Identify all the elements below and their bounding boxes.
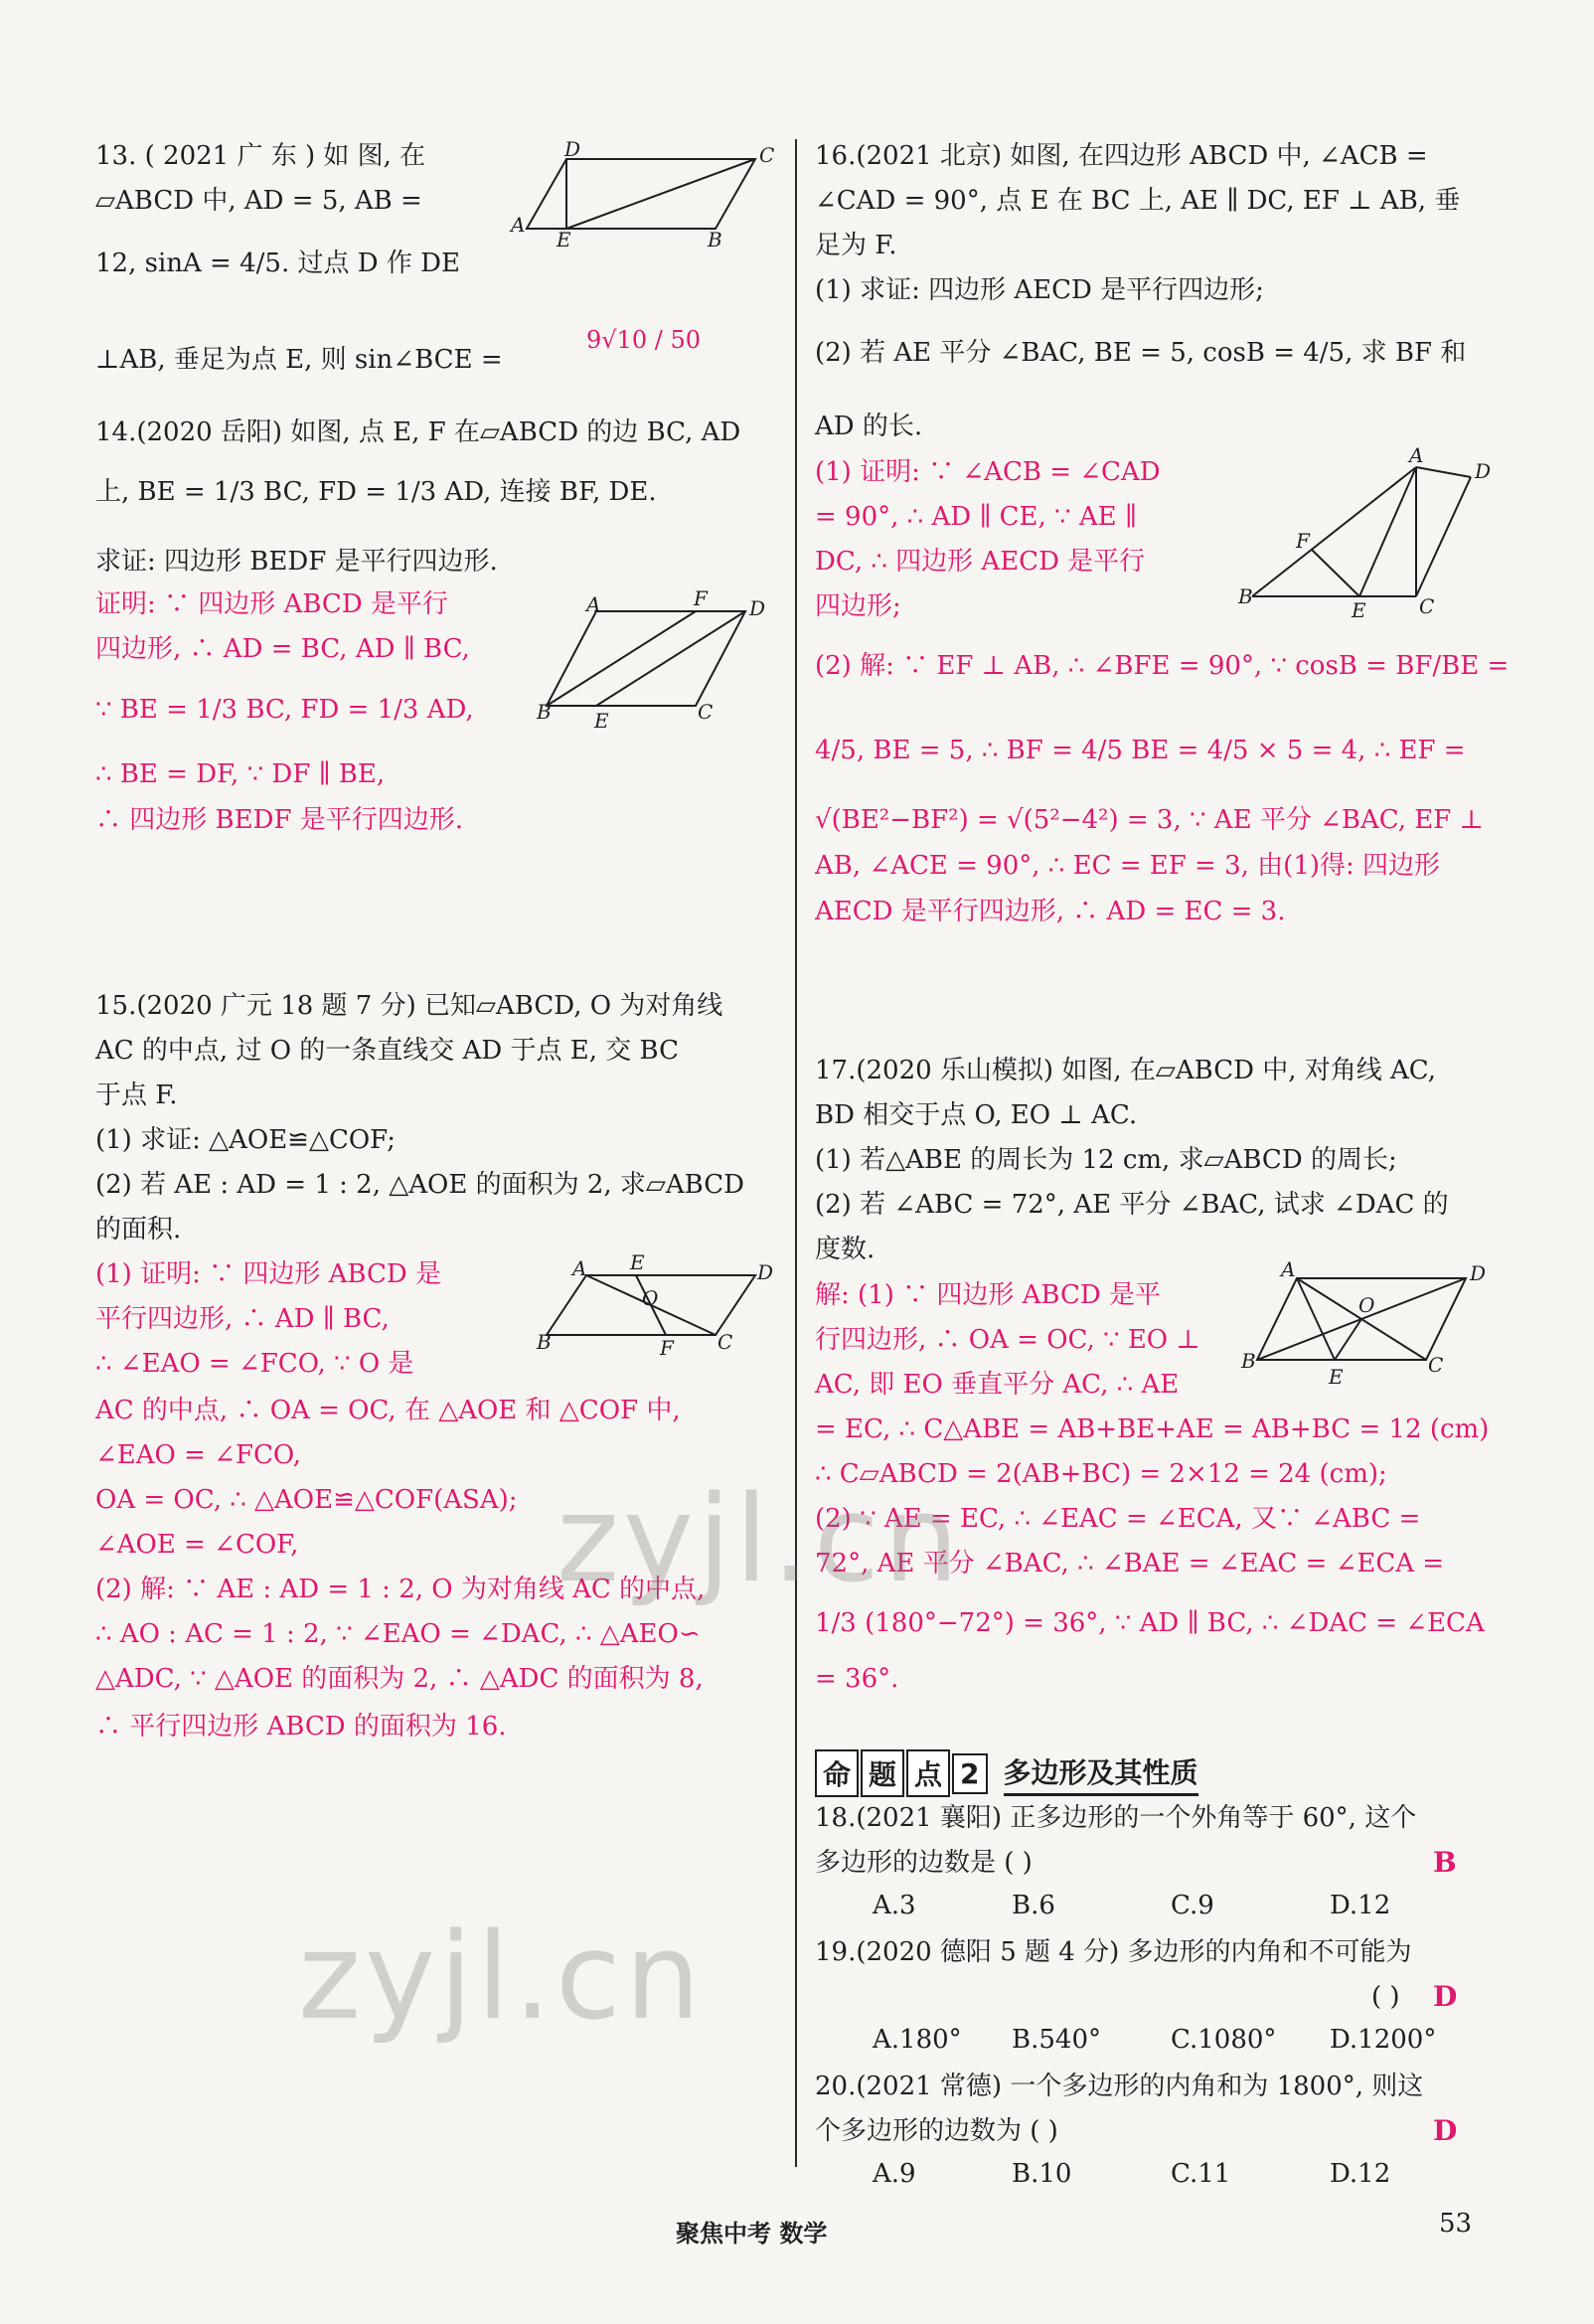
page-number: 53 (1439, 2209, 1473, 2239)
left-line: ∴ AO : AC = 1 : 2, ∵ ∠EAO = ∠DAC, ∴ △AEO∽ (95, 1619, 701, 1649)
column-divider (795, 139, 797, 2167)
left-line: ∠AOE = ∠COF, (95, 1530, 299, 1560)
fig15-label-4: O (642, 1286, 659, 1310)
fig16-label-1: A (1409, 443, 1424, 467)
choice-option: B.6 (1012, 1891, 1055, 1920)
right-line: AB, ∠ACE = 90°, ∴ EC = EF = 3, 由(1)得: 四边形 (815, 851, 1441, 881)
section-box-2: 题 (861, 1749, 904, 1797)
right-line: AC, 即 EO 垂直平分 AC, ∴ AE (815, 1370, 1180, 1400)
fig15-label-3: D (757, 1260, 774, 1284)
right-line: 度数. (815, 1235, 876, 1264)
watermark-2: zyjl.cn (298, 1909, 705, 2047)
section-title: 多边形及其性质 (1004, 1751, 1198, 1796)
left-line: (1) 证明: ∵ 四边形 ABCD 是 (95, 1259, 442, 1289)
fig17-label-2: D (1470, 1261, 1487, 1285)
fig15-label-6: F (660, 1336, 674, 1360)
left-line: (2) 若 AE : AD = 1 : 2, △AOE 的面积为 2, 求▱ABCD (95, 1170, 745, 1200)
left-line: △ADC, ∵ △AOE 的面积为 2, ∴ △ADC 的面积为 8, (95, 1664, 704, 1694)
fig16-label-6: C (1419, 594, 1435, 618)
left-line: 四边形, ∴ AD = BC, AD ∥ BC, (95, 634, 470, 664)
left-line: ∠EAO = ∠FCO, (95, 1440, 301, 1470)
fig16-label-2: D (1475, 459, 1492, 483)
left-line: (1) 求证: △AOE≌△COF; (95, 1125, 397, 1155)
choice-option: A.9 (873, 2159, 916, 2189)
right-line: 16.(2021 北京) 如图, 在四边形 ABCD 中, ∠ACB = (815, 141, 1428, 171)
choice-option: A.3 (873, 1891, 916, 1920)
right-line: 1/3 (180°−72°) = 36°, ∵ AD ∥ BC, ∴ ∠DAC = ∠ECA (815, 1608, 1485, 1638)
left-line: ∴ 平行四边形 ABCD 的面积为 16. (95, 1712, 507, 1742)
left-line: 13. ( 2021 广 东 ) 如 图, 在 (95, 141, 426, 171)
right-line: 足为 F. (815, 231, 897, 260)
right-line: 个多边形的边数为 ( ) (815, 2116, 1058, 2146)
right-line: √(BE²−BF²) = √(5²−4²) = 3, ∵ AE 平分 ∠BAC, EF ⊥ (815, 805, 1484, 835)
right-line: (2) 若 ∠ABC = 72°, AE 平分 ∠BAC, 试求 ∠DAC 的 (815, 1190, 1449, 1220)
fig15-label-1: A (572, 1256, 587, 1280)
choice-option: D.12 (1330, 1891, 1391, 1920)
right-line: ∴ C▱ABCD = 2(AB+BC) = 2×12 = 24 (cm); (815, 1459, 1387, 1489)
right-line: (2) 解: ∵ EF ⊥ AB, ∴ ∠BFE = 90°, ∵ cosB = BF/BE = (815, 651, 1510, 681)
right-line: (1) 证明: ∵ ∠ACB = ∠CAD (815, 457, 1161, 487)
right-line: 解: (1) ∵ 四边形 ABCD 是平 (815, 1280, 1162, 1310)
fig17-label-3: O (1358, 1293, 1375, 1317)
section-header (815, 1749, 1198, 1797)
fig15-label-2: E (630, 1250, 645, 1274)
fig13-label-3: A (511, 213, 526, 237)
left-line: OA = OC, ∴ △AOE≌△COF(ASA); (95, 1485, 518, 1515)
right-line: 4/5, BE = 5, ∴ BF = 4/5 BE = 4/5 × 5 = 4, ∴ EF = (815, 736, 1466, 765)
fig17-label-1: A (1281, 1257, 1296, 1281)
choice-option: B.540° (1012, 2025, 1101, 2055)
choice-option: B.10 (1012, 2159, 1072, 2189)
right-line: 20.(2021 常德) 一个多边形的内角和为 1800°, 则这 (815, 2072, 1424, 2101)
left-line: ∴ 四边形 BEDF 是平行四边形. (95, 805, 464, 835)
right-line: 17.(2020 乐山模拟) 如图, 在▱ABCD 中, 对角线 AC, (815, 1056, 1437, 1085)
choice-option: D.1200° (1330, 2025, 1437, 2055)
section-box-3: 点 (906, 1749, 950, 1797)
figure-17 (1241, 1257, 1496, 1400)
left-line: 上, BE = 1/3 BC, FD = 1/3 AD, 连接 BF, DE. (95, 477, 657, 507)
left-line: 平行四边形, ∴ AD ∥ BC, (95, 1304, 390, 1334)
fig14-label-5: E (594, 709, 609, 733)
left-line: 求证: 四边形 BEDF 是平行四边形. (95, 547, 498, 577)
fig16-label-4: B (1238, 584, 1253, 608)
right-line: 19.(2020 德阳 5 题 4 分) 多边形的内角和不可能为 (815, 1937, 1412, 1967)
right-line: (1) 若△ABE 的周长为 12 cm, 求▱ABCD 的周长; (815, 1145, 1397, 1175)
choice-answer: D (1433, 2114, 1458, 2147)
fig14-label-2: F (694, 586, 708, 610)
section-box-1: 命 (815, 1749, 859, 1797)
right-line: 72°, AE 平分 ∠BAC, ∴ ∠BAE = ∠EAC = ∠ECA = (815, 1549, 1445, 1578)
left-line: AC 的中点, 过 O 的一条直线交 AD 于点 E, 交 BC (95, 1036, 679, 1066)
right-line: 18.(2021 襄阳) 正多边形的一个外角等于 60°, 这个 (815, 1803, 1417, 1833)
left-line: ⊥AB, 垂足为点 E, 则 sin∠BCE = (95, 345, 503, 375)
left-line: (2) 解: ∵ AE : AD = 1 : 2, O 为对角线 AC 的中点, (95, 1575, 706, 1604)
left-line: ∴ ∠EAO = ∠FCO, ∵ O 是 (95, 1349, 414, 1379)
right-line: = 36°. (815, 1664, 899, 1694)
left-line: ∴ BE = DF, ∵ DF ∥ BE, (95, 759, 386, 789)
choice-answer: B (1433, 1846, 1457, 1879)
fig14-label-6: C (698, 700, 714, 724)
right-line: (2) ∵ AE = EC, ∴ ∠EAC = ∠ECA, 又∵ ∠ABC = (815, 1504, 1421, 1534)
left-line: ∵ BE = 1/3 BC, FD = 1/3 AD, (95, 695, 474, 725)
watermark-1: zyjl.cn (557, 1471, 963, 1609)
fig14-label-1: A (586, 592, 601, 616)
right-line: = 90°, ∴ AD ∥ CE, ∵ AE ∥ (815, 502, 1137, 532)
figure-14 (537, 586, 775, 733)
right-line: ∠CAD = 90°, 点 E 在 BC 上, AE ∥ DC, EF ⊥ AB, 垂 (815, 186, 1461, 216)
right-line: AECD 是平行四边形, ∴ AD = EC = 3. (815, 897, 1286, 926)
choice-option: C.11 (1171, 2159, 1231, 2189)
choice-option: A.180° (873, 2025, 962, 2055)
right-line: AD 的长. (815, 412, 923, 441)
figure-15 (537, 1250, 775, 1367)
fig17-label-5: E (1329, 1365, 1344, 1389)
choice-option: C.9 (1171, 1891, 1214, 1920)
left-line: 15.(2020 广元 18 题 7 分) 已知▱ABCD, O 为对角线 (95, 991, 723, 1021)
fig15-label-7: C (717, 1330, 733, 1354)
choice-option: D.12 (1330, 2159, 1391, 2189)
fig13-label-2: C (759, 143, 775, 167)
right-line: 多边形的边数是 ( ) (815, 1848, 1033, 1878)
right-line: = EC, ∴ C△ABE = AB+BE+AE = AB+BC = 12 (cm) (815, 1414, 1490, 1444)
right-line: (1) 求证: 四边形 AECD 是平行四边形; (815, 275, 1264, 305)
right-line: (2) 若 AE 平分 ∠BAC, BE = 5, cosB = 4/5, 求 BF 和 (815, 338, 1467, 368)
left-line: 于点 F. (95, 1080, 178, 1110)
figure-13 (511, 137, 775, 251)
left-line: AC 的中点, ∴ OA = OC, 在 △AOE 和 △COF 中, (95, 1396, 681, 1425)
section-box-4: 2 (952, 1753, 987, 1794)
fig16-label-3: F (1296, 529, 1310, 553)
fig17-label-6: C (1428, 1353, 1444, 1377)
left-line: 证明: ∵ 四边形 ABCD 是平行 (95, 589, 448, 619)
fig16-label-5: E (1352, 598, 1366, 622)
fig13-label-1: D (564, 137, 581, 161)
choice-answer: D (1433, 1980, 1458, 2013)
left-line: 12, sinA = 4/5. 过点 D 作 DE (95, 249, 460, 278)
right-line: 四边形; (815, 591, 901, 621)
fig14-label-3: D (749, 596, 766, 620)
fig15-label-5: B (537, 1330, 552, 1354)
footer: 聚焦中考 数学 (676, 2220, 828, 2247)
figure-16 (1238, 443, 1492, 622)
left-line: ▱ABCD 中, AD = 5, AB = (95, 186, 422, 216)
right-line: BD 相交于点 O, EO ⊥ AC. (815, 1100, 1138, 1130)
fig17-label-4: B (1241, 1349, 1256, 1373)
right-line: DC, ∴ 四边形 AECD 是平行 (815, 547, 1146, 577)
fig13-label-4: E (557, 228, 571, 251)
fig14-label-4: B (537, 700, 552, 724)
choice-option: C.1080° (1171, 2025, 1277, 2055)
answer-13: 9√10 / 50 (586, 326, 701, 354)
right-line: ( ) (1371, 1982, 1400, 2012)
fig13-label-5: B (708, 228, 722, 251)
left-line: 的面积. (95, 1215, 182, 1245)
left-line: 14.(2020 岳阳) 如图, 点 E, F 在▱ABCD 的边 BC, AD (95, 417, 741, 447)
right-line: 行四边形, ∴ OA = OC, ∵ EO ⊥ (815, 1325, 1200, 1355)
